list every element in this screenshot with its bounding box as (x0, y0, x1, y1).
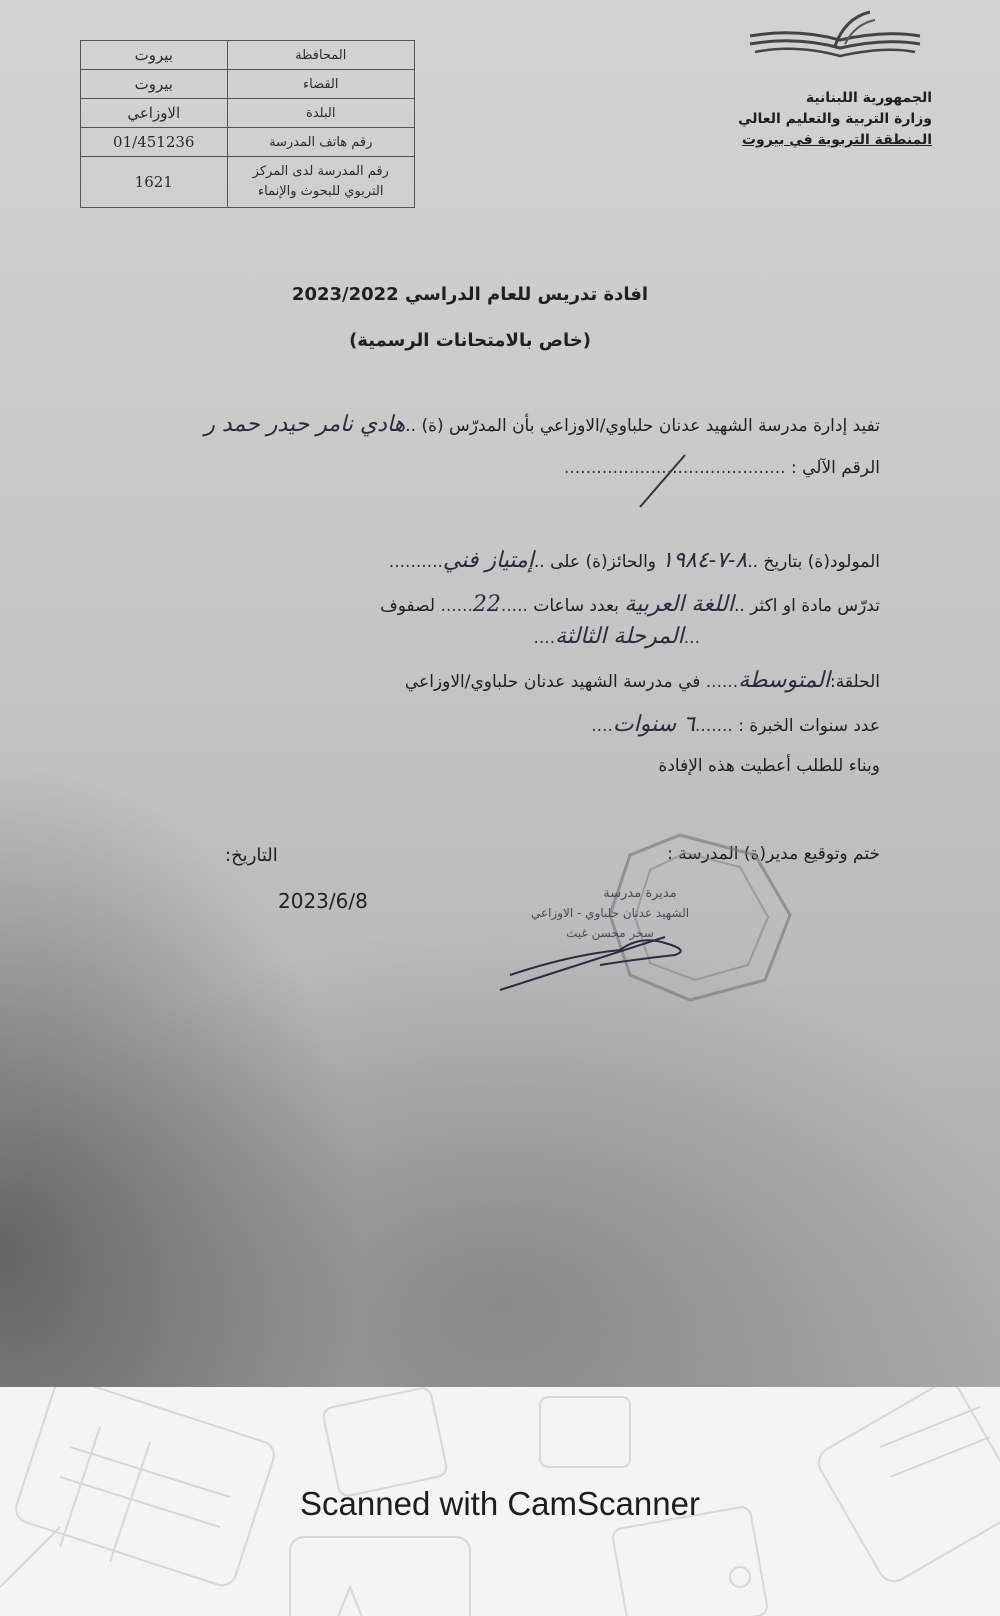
body-text: الرقم الآلي : (790, 458, 880, 478)
table-label: رقم هاتف المدرسة (227, 128, 415, 157)
dotted-blank: ...... (440, 596, 473, 616)
handwritten-subject: اللغة العربية (624, 592, 734, 617)
table-value: بيروت (81, 41, 228, 70)
table-row (81, 41, 415, 70)
body-line-1 (204, 412, 880, 437)
header-line: المنطقة التربوية في بيروت (741, 132, 932, 148)
body-text: والحائز(ة) على .. (533, 552, 656, 572)
handwritten-degree: إمتياز فني (442, 548, 534, 573)
handwritten-classes: المرحلة الثالثة (555, 624, 684, 649)
date-label: التاريخ: (225, 845, 278, 866)
body-line-5 (534, 624, 700, 649)
table-label: المحافظة (227, 41, 415, 70)
table-value: 1621 (81, 157, 228, 208)
table-value: الاوزاعي (81, 99, 228, 128)
dotted-blank: ..... (500, 596, 528, 616)
body-text: المولود(ة) بتاريخ .. (747, 552, 880, 572)
body-line-7 (591, 712, 880, 737)
table-value: 01/451236 (81, 128, 228, 157)
strike-mark-icon (630, 452, 690, 512)
dotted-blank: ... (683, 628, 700, 648)
dotted-blank: ...... (705, 672, 739, 692)
body-line-6 (405, 668, 880, 693)
table-row (81, 157, 415, 208)
body-line-8: وبناء للطلب أعطيت هذه الإفادة (658, 756, 880, 776)
ministry-logo-icon (745, 8, 925, 68)
table-value: بيروت (81, 70, 228, 99)
table-row (81, 128, 415, 157)
stamp-text: الشهيد عدنان حلباوي - الاوزاعي (530, 906, 690, 920)
signature-label: ختم وتوقيع مدير(ة) المدرسة : (667, 844, 880, 864)
dotted-blank: ......................................... (564, 458, 786, 478)
camscanner-watermark: Scanned with CamScanner (300, 1485, 700, 1522)
body-line-4 (380, 592, 880, 617)
body-line-3 (389, 548, 880, 573)
handwritten-date: ٨-٧-١٩٨٤ (661, 548, 748, 573)
date-value: 2023/6/8 (278, 889, 368, 913)
dotted-blank: ....... (695, 716, 733, 736)
table-label: البلدة (227, 99, 415, 128)
school-info-table (80, 40, 415, 208)
signature-scribble (510, 940, 681, 975)
table-row (81, 99, 415, 128)
body-text: تدرّس مادة او اكثر .. (733, 596, 880, 616)
stamp-text: سحر محسن غيث (566, 926, 654, 940)
body-text: الحلقة: (830, 672, 880, 692)
header-line: وزارة التربية والتعليم العالي (738, 111, 932, 127)
table-label: القضاء (227, 70, 415, 99)
handwritten-experience: ٦ سنوات (612, 712, 695, 737)
body-text: تفيد إدارة مدرسة الشهيد عدنان حلباوي/الاوزاعي بأن المدرّس (ة) .. (405, 416, 880, 436)
header-line: الجمهورية اللبنانية (805, 90, 932, 106)
table-label: رقم المدرسة لدى المركز التربوي للبحوث والإنماء (227, 157, 415, 208)
dotted-blank: .... (533, 628, 556, 648)
document-subtitle: (خاص بالامتحانات الرسمية) (349, 330, 591, 351)
document-title: افادة تدريس للعام الدراسي 2023/2022 (291, 284, 649, 305)
ministry-header (738, 88, 932, 151)
dotted-blank: .... (591, 716, 613, 736)
school-stamp-icon (490, 825, 800, 1005)
dotted-blank: .......... (388, 552, 443, 572)
stamp-text: مديرة مدرسة (603, 886, 677, 901)
handwritten-hours: 22 (472, 592, 501, 617)
body-text: في مدرسة الشهيد عدنان حلباوي/الاوزاعي (404, 672, 701, 692)
table-row (81, 70, 415, 99)
handwritten-cycle: المتوسطة (738, 668, 831, 693)
body-text: عدد سنوات الخبرة : (738, 716, 880, 736)
body-line-2 (564, 458, 880, 478)
body-text: لصفوف (380, 596, 436, 616)
body-text: بعدد ساعات (533, 596, 619, 616)
handwritten-name: هادي نامر حيدر حمد ر (204, 412, 406, 437)
